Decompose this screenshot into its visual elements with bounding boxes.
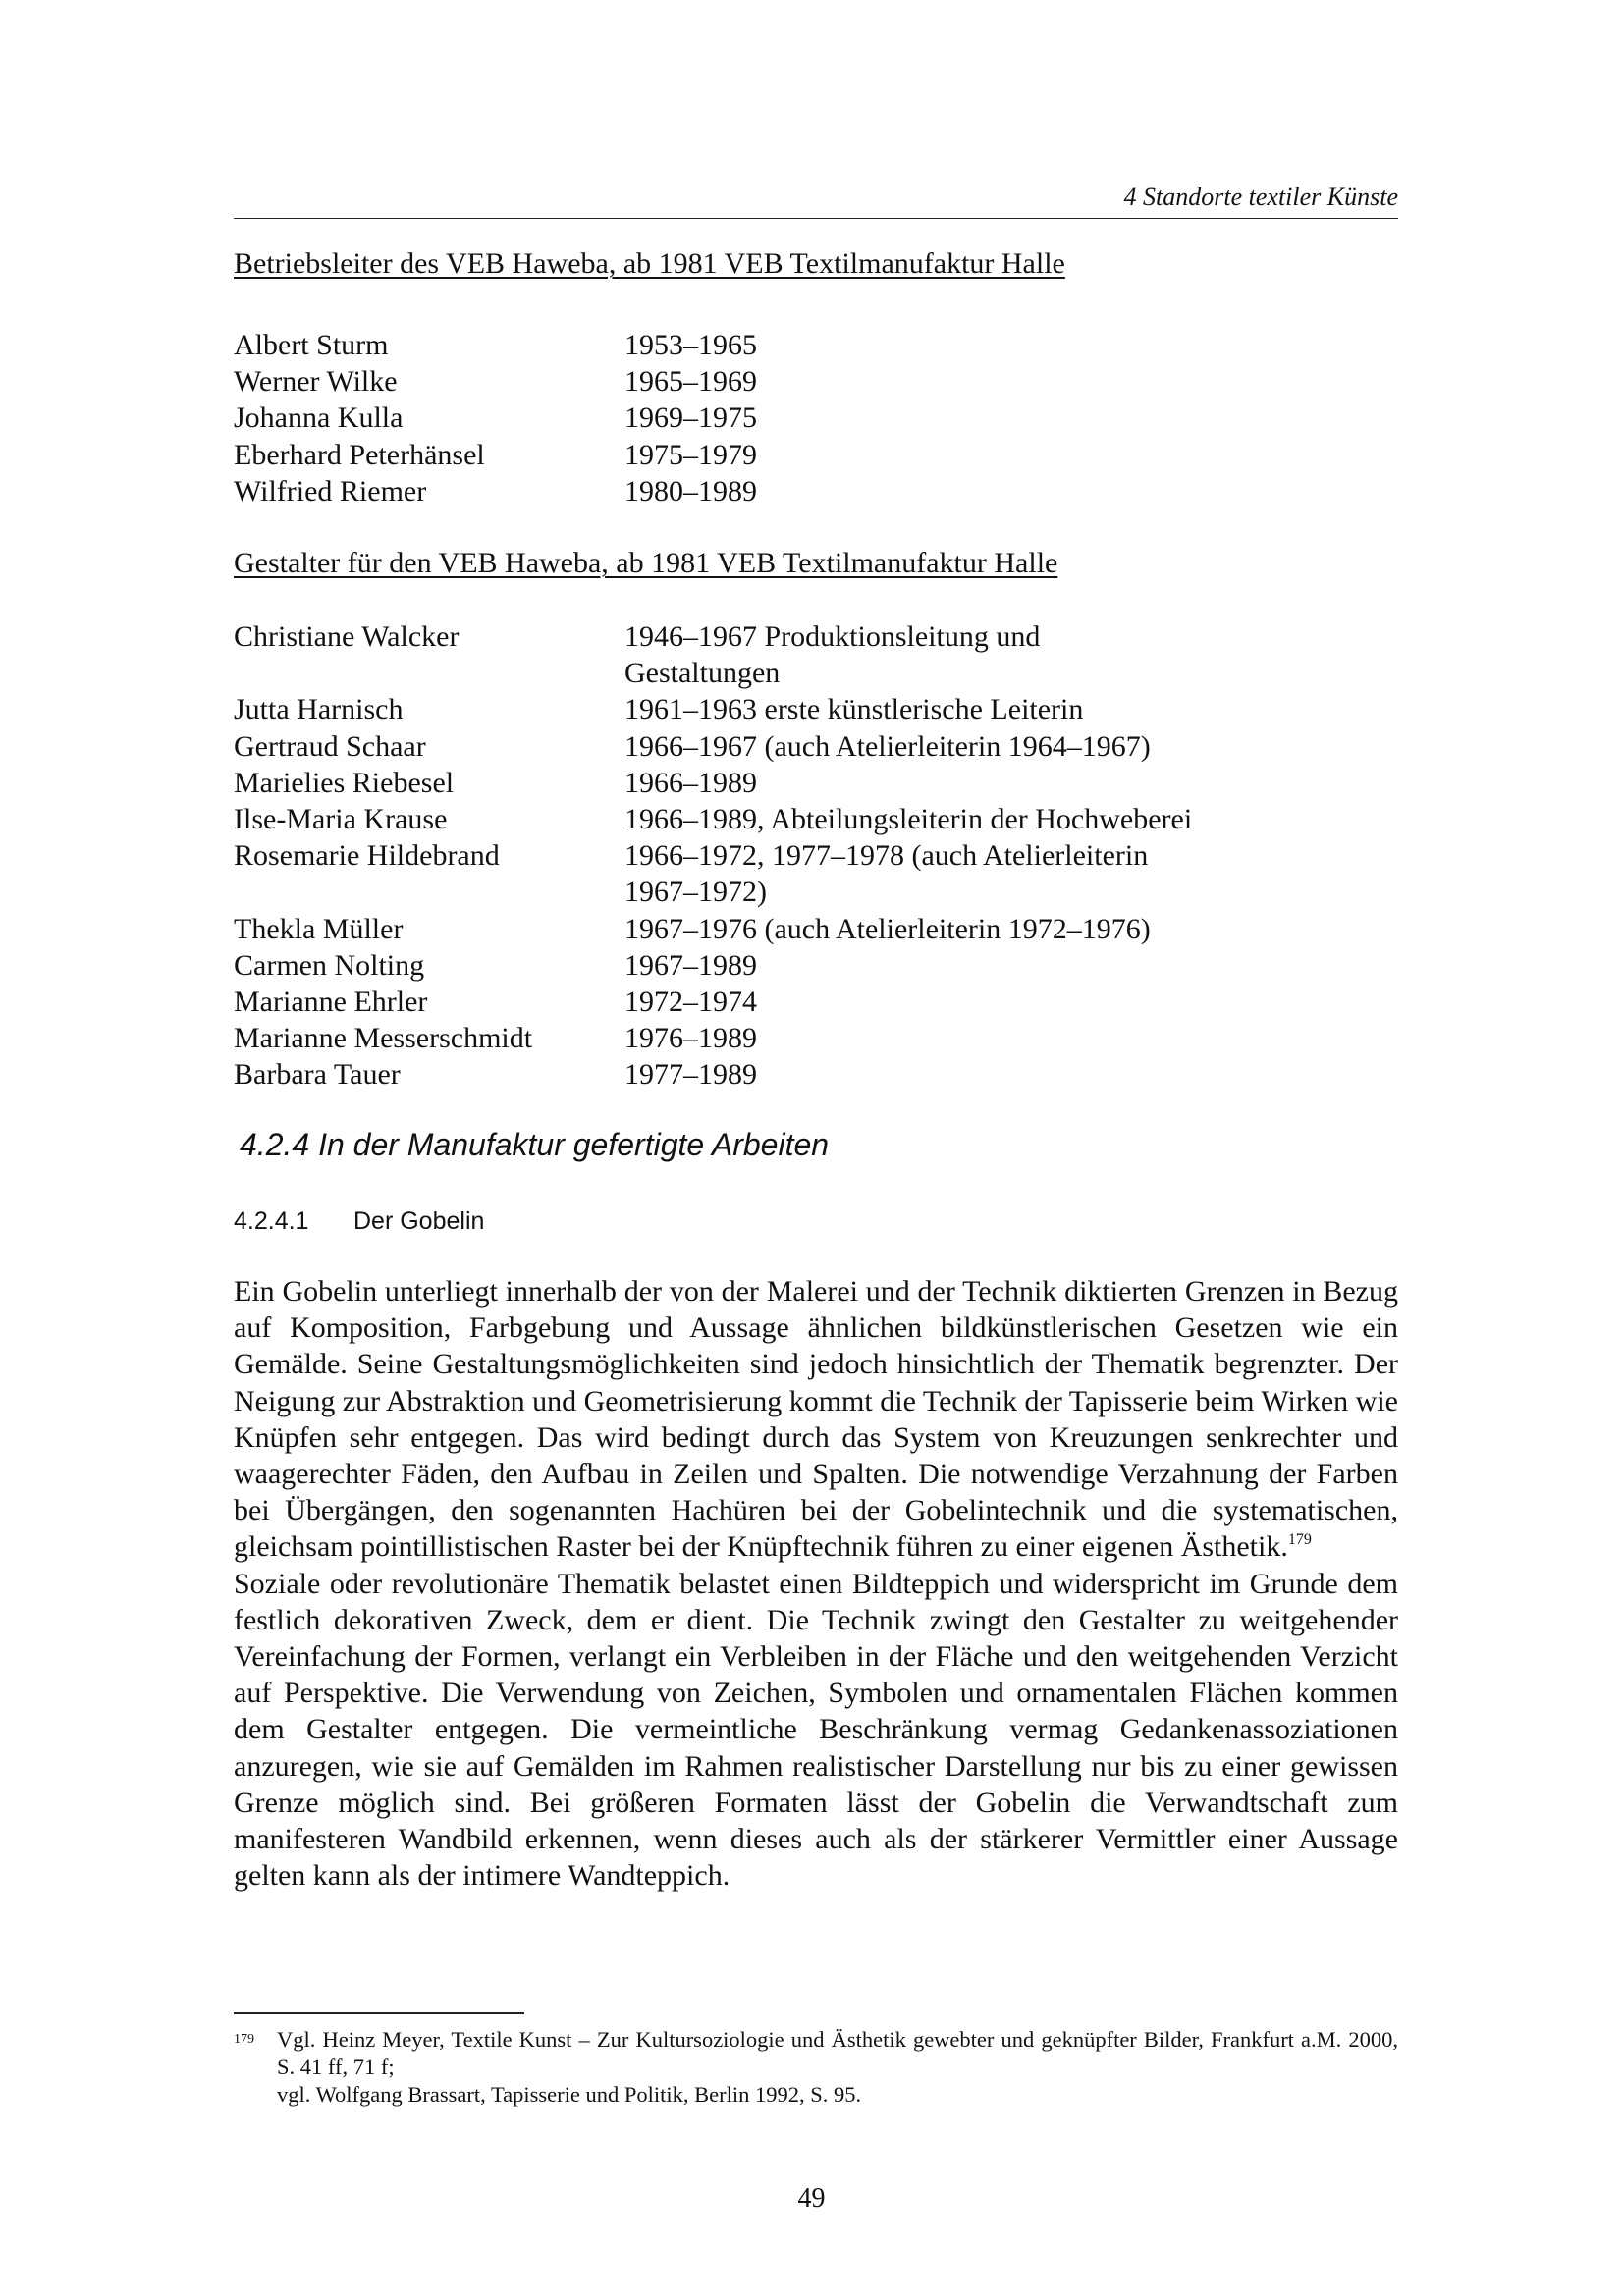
list-item [234,618,1398,655]
gestalter-list [234,618,1398,1094]
person-name: Thekla Müller [234,912,404,945]
list-item [234,765,1398,801]
person-name: Gertraud Schaar [234,729,426,763]
footnote-reference: 179 [1287,1531,1312,1549]
person-name: Johanna Kulla [234,401,404,435]
betriebsleiter-list [234,327,1398,509]
running-header [234,183,1398,219]
list-item [234,947,1398,984]
person-period: 1980–1989 [624,474,757,507]
person-name: Christiane Walcker [234,620,460,653]
footnote [234,2026,1398,2109]
person-name: Werner Wilke [234,365,398,399]
subsection-heading: 4.2.4 In der Manufaktur gefertigte Arbeiten [240,1127,830,1162]
list-item [234,1020,1398,1056]
list-item [234,473,1398,509]
footnote-text-continued: vgl. Wolfgang Brassart, Tapisserie und Politik, Berlin 1992, S. 95. [277,2082,862,2107]
person-period: 1975–1979 [624,438,757,471]
person-period: 1967–1976 (auch Atelierleiterin 1972–1976) [624,912,1151,945]
person-period: 1961–1963 erste künstlerische Leiterin [624,693,1084,726]
footnote-number: 179 [234,2032,254,2047]
person-name: Barbara Tauer [234,1058,401,1092]
paragraph: Soziale oder revolutionäre Thematik belastet einen Bildteppich und widerspricht im Grunde dem festlich dekorativen Zweck, dem er dient. Die Technik zwingt den Gestalter zu weitgehender Vereinfachung der Formen, verlangt ein Verbleiben in der Fläche und den weitgehenden Verzicht auf Perspektive. Die Verwendung von Zeichen, Symbolen und ornamentalen Flächen kommen dem Gestalter entgegen. Die vermeintliche Beschränkung vermag Gedankenassoziationen anzuregen, wie sie auf Gemälden im Rahmen realistischer Darstellung nur bis zu einer gewissen Grenze möglich sind. Bei größeren Formaten lässt der Gobelin die Verwandtschaft zum manifesteren Wandbild erkennen, wenn dieses auch als der stärkerer Vermittler einer Aussage gelten kann als der intimere Wandteppich. [234,1567,1398,1893]
person-name: Rosemarie Hildebrand [234,839,500,873]
person-name: Eberhard Peterhänsel [234,438,485,471]
list-item [234,437,1398,473]
person-name: Marianne Ehrler [234,986,428,1019]
person-period-continued: Gestaltungen [624,657,781,690]
heading-number: 4.2.4.1 [234,1207,309,1235]
list-item [234,327,1398,363]
person-period: 1977–1989 [624,1058,757,1092]
paragraph: Ein Gobelin unterliegt innerhalb der von der Malerei und der Technik diktierten Grenzen in Bezug auf Komposition, Farbgebung und Aussage ähnlichen bildkünstlerischen Gesetzen wie ein Gemälde. Seine Gestaltungsmöglichkeiten sind jedoch hinsichtlich der Thematik begrenzter. Der Neigung zur Abstraktion und Geometrisierung kommt die Technik der Tapisserie beim Wirken wie Knüpfen sehr entgegen. Das wird bedingt durch das System von Kreuzungen senkrechter und waagerechter Fäden, den Aufbau in Zeilen und Spalten. Die notwendige Verzahnung der Farben bei Übergängen, den sogenannten Hachüren bei der Gobelintechnik und die systematischen, gleichsam pointillistischen Raster bei der Knüpftechnik führen zu einer eigenen Ästhetik.$^{179}$ [234,1275,1398,1564]
person-period: 1969–1975 [624,401,757,435]
list-item [234,691,1398,727]
person-period: 1966–1972, 1977–1978 (auch Atelierleiterin [624,839,1149,873]
person-name: Jutta Harnisch [234,693,404,726]
list-item [234,728,1398,765]
list-item [234,400,1398,436]
subsubsection-heading [234,1207,484,1236]
footnote-text: Vgl. Heinz Meyer, Textile Kunst – Zur Kultursoziologie und Ästhetik gewebter und geknüpfter Bilder, Frankfurt a.M. 2000, S. 41 ff, 71 f; [277,2027,1398,2079]
person-name: Marianne Messerschmidt [234,1022,533,1055]
person-period: 1967–1989 [624,948,757,982]
person-period: 1953–1965 [624,329,757,361]
person-period: 1976–1989 [624,1022,757,1055]
page-number: 49 [797,2183,826,2214]
list-item [234,984,1398,1020]
section-title-betriebsleiter: Betriebsleiter des VEB Haweba, ab 1981 VEB Textilmanufaktur Halle [234,247,1065,280]
person-period: 1965–1969 [624,365,757,399]
running-title: 4 Standorte textiler Künste [1123,183,1398,211]
list-item-continuation [234,655,1398,691]
list-item [234,911,1398,947]
section-title-gestalter: Gestalter für den VEB Haweba, ab 1981 VEB Textilmanufaktur Halle [234,547,1058,579]
person-period: 1946–1967 Produktionsleitung und [624,620,1041,653]
footnote-divider [234,2012,524,2014]
list-item [234,801,1398,837]
list-item-continuation [234,874,1398,910]
person-period: 1972–1974 [624,986,757,1019]
person-name: Carmen Nolting [234,948,425,982]
list-item [234,1056,1398,1093]
person-period: 1966–1967 (auch Atelierleiterin 1964–1967) [624,729,1151,763]
heading-title: Der Gobelin [353,1207,485,1235]
body-text [234,1273,1398,1894]
person-period: 1966–1989 [624,766,757,799]
list-item [234,363,1398,400]
person-name: Ilse-Maria Krause [234,803,448,836]
person-period: 1966–1989, Abteilungsleiterin der Hochweberei [624,803,1193,836]
person-period-continued: 1967–1972) [624,876,767,909]
person-name: Wilfried Riemer [234,474,427,507]
person-name: Marielies Riebesel [234,766,455,799]
person-name: Albert Sturm [234,329,389,361]
list-item [234,837,1398,874]
